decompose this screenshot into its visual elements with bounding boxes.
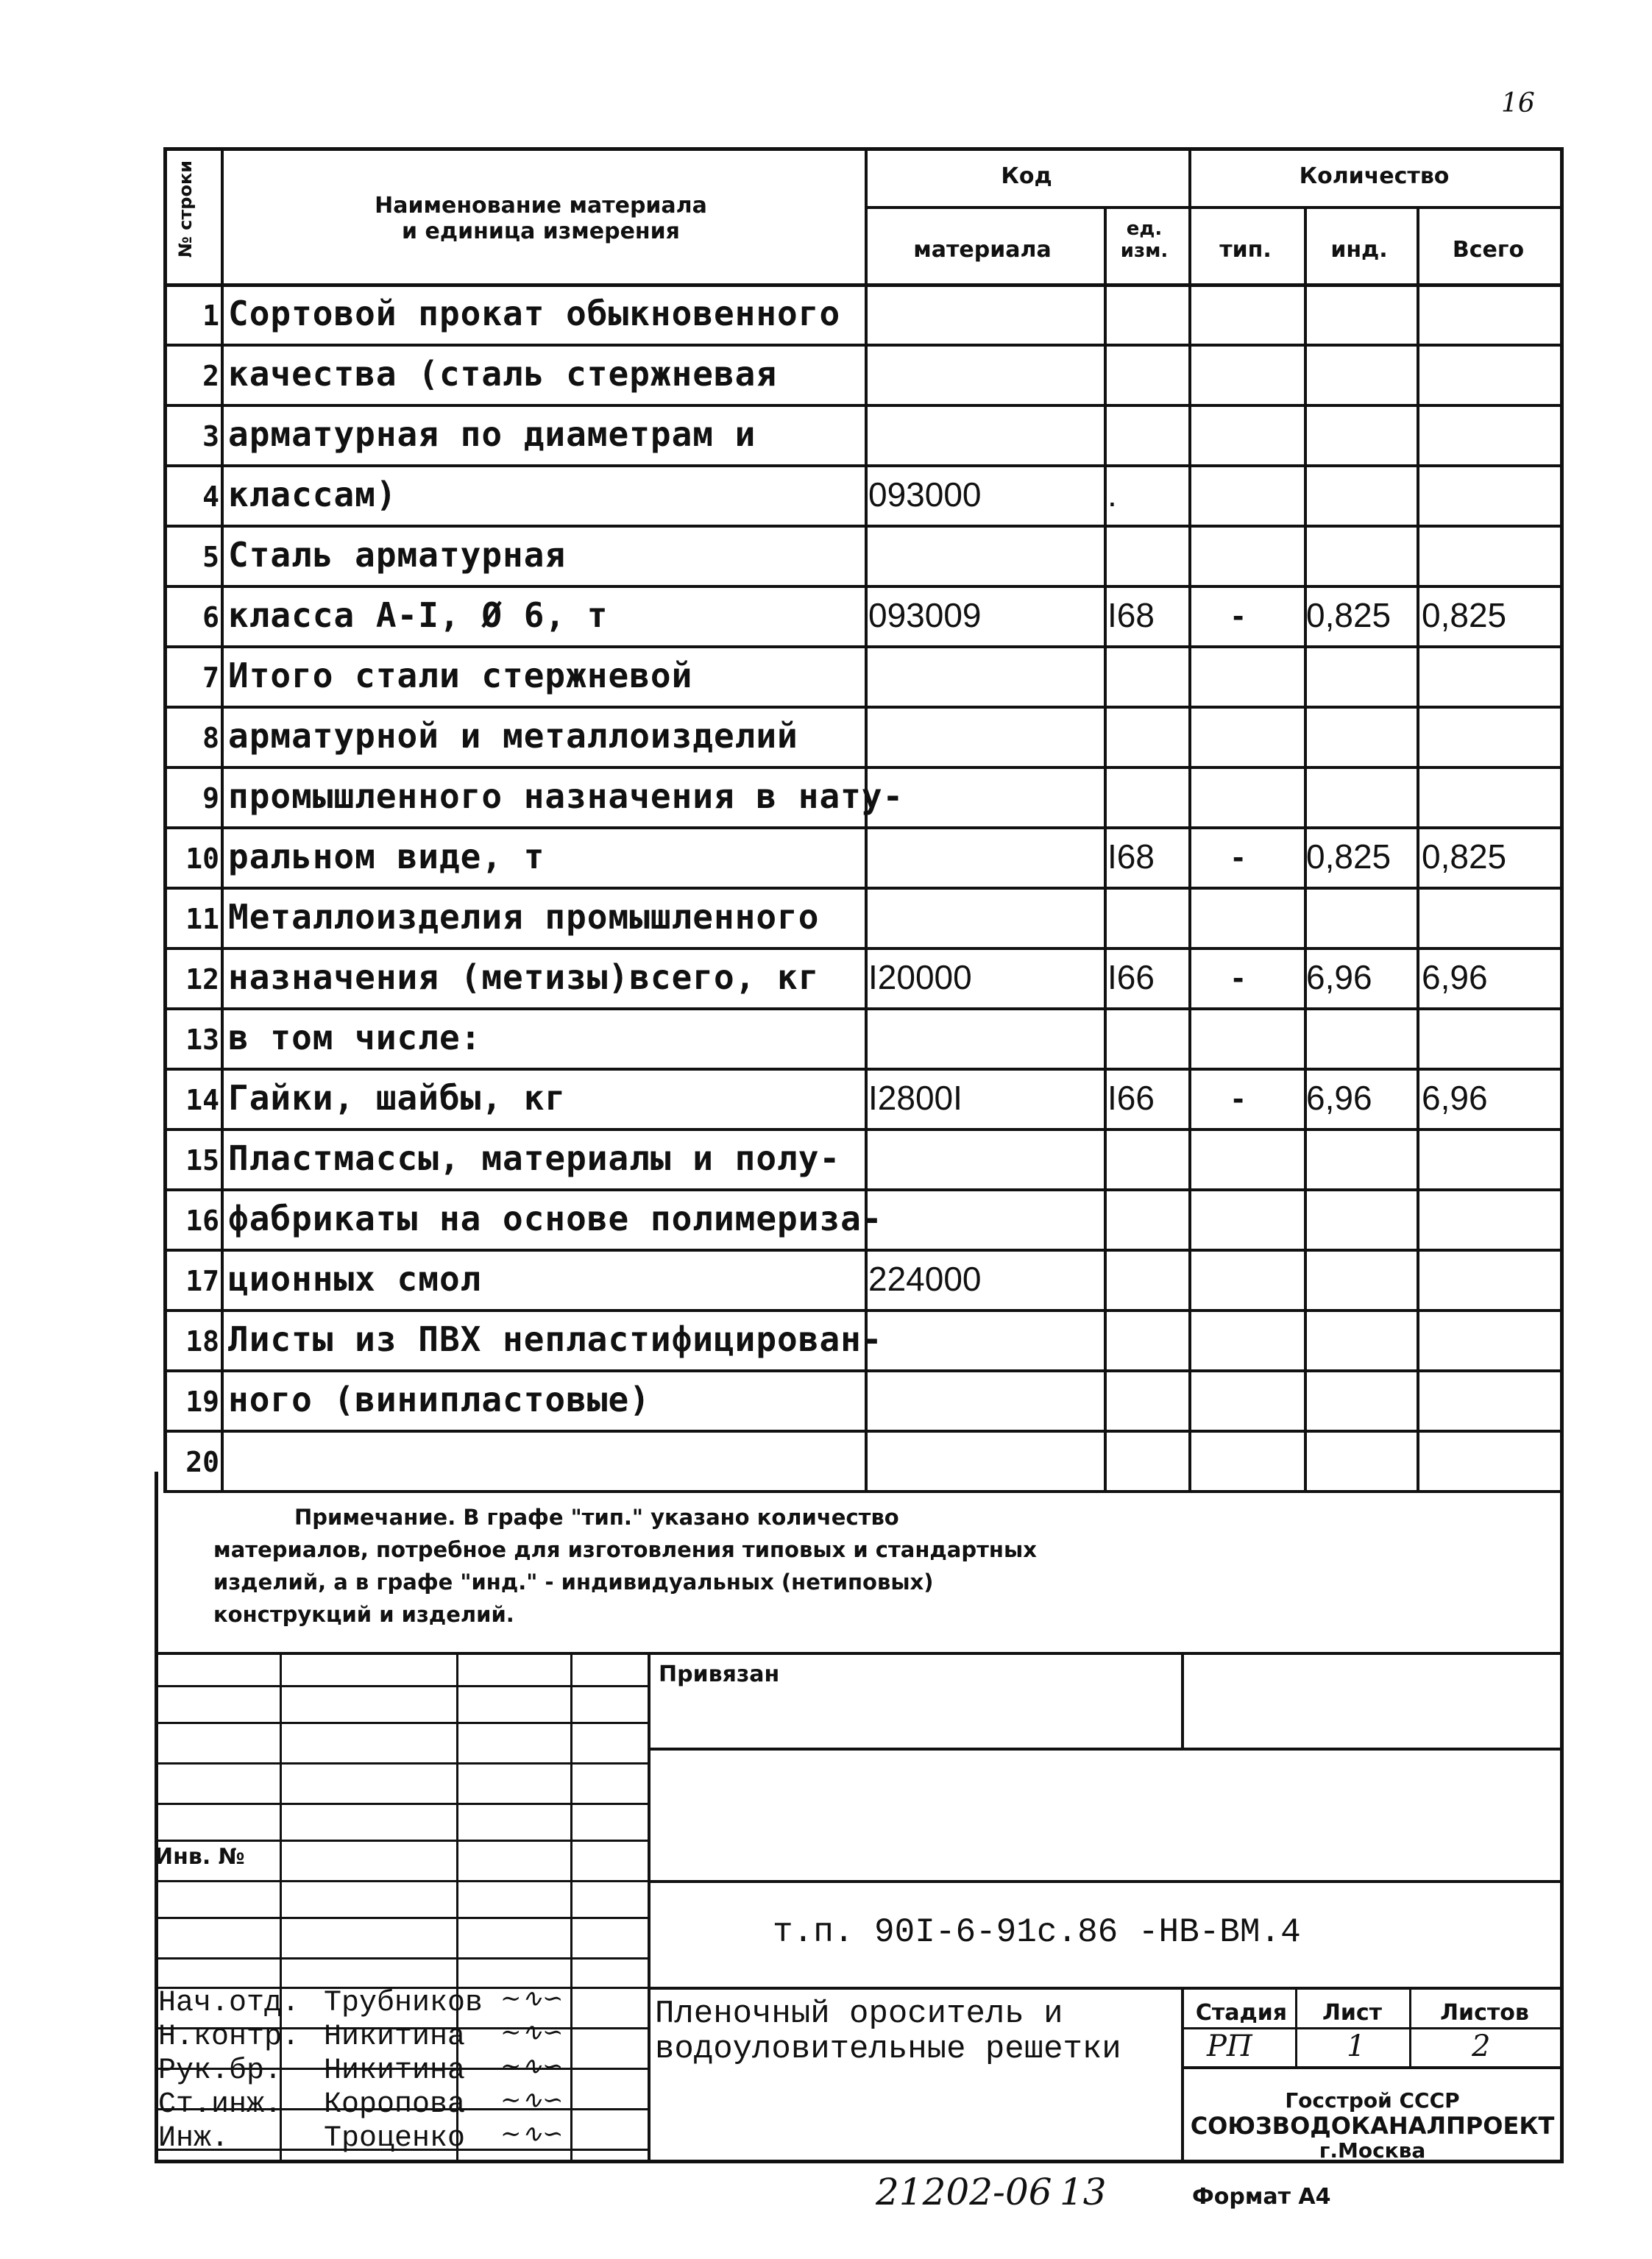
signature-mark: ∼∿∽ — [500, 2085, 564, 2115]
title-line2: водоуловительные решетки — [655, 2031, 1121, 2068]
material-code: 093000 — [868, 475, 982, 514]
unit-code: . — [1107, 475, 1117, 514]
row-number: 8 — [202, 722, 219, 754]
row-number: 14 — [185, 1084, 219, 1116]
qty-ind: 0,825 — [1306, 596, 1392, 634]
material-name: назначения (метизы)всего, кг — [228, 957, 820, 997]
material-name: качества (сталь стержневая — [228, 354, 778, 394]
unit-code: I68 — [1107, 837, 1155, 876]
row-divider — [163, 1068, 1560, 1071]
row-divider — [163, 1188, 1560, 1191]
row-divider — [163, 1369, 1560, 1372]
signature-mark: ∼∿∽ — [500, 2018, 564, 2047]
material-name: Итого стали стержневой — [228, 656, 693, 695]
qty-total: 6,96 — [1422, 1079, 1488, 1117]
row-divider — [163, 464, 1560, 467]
title-block-rule — [648, 1880, 1560, 1883]
header-code-unit: ед. изм. — [1120, 218, 1169, 262]
footer-page: 13 — [1060, 2171, 1107, 2213]
qty-total: 0,825 — [1422, 596, 1507, 634]
header-qty-typ: тип. — [1219, 237, 1272, 263]
note-text: В графе "тип." указано количество материалов, потребное для изготовления типовых и стандартных изделий, а в графе "инд." - индивидуальных (нетиповых) конструкций и изделий. — [213, 1505, 1037, 1627]
row-divider — [163, 404, 1560, 407]
unit-code: I68 — [1107, 596, 1155, 634]
row-number: 15 — [185, 1144, 219, 1177]
title-block-rule — [648, 1652, 650, 2160]
material-name: арматурной и металлоизделий — [228, 716, 798, 756]
row-number: 10 — [185, 843, 219, 875]
attached-label: Привязан — [659, 1662, 780, 1687]
sheets-label: Листов — [1440, 2000, 1529, 2026]
qty-ind: 6,96 — [1306, 958, 1372, 996]
header-bottom-border — [163, 283, 1560, 287]
sheet-label: Лист — [1322, 2000, 1383, 2026]
stage-label: Стадия — [1195, 2000, 1288, 2026]
column-divider — [1188, 147, 1191, 1492]
staff-role: Инж. — [158, 2122, 230, 2155]
table-top-border — [163, 147, 1560, 151]
material-code: 093009 — [868, 596, 982, 634]
sheets-value: 2 — [1472, 2029, 1491, 2063]
material-name: арматурная по диаметрам и — [228, 414, 756, 454]
signature-mark: ∼∿∽ — [500, 2051, 564, 2081]
header-code: Код — [1001, 163, 1052, 189]
staff-name: Никитина — [324, 2021, 466, 2054]
row-divider — [163, 525, 1560, 528]
row-divider — [163, 766, 1560, 769]
format-label: Формат А4 — [1192, 2184, 1331, 2210]
material-name: Металлоизделия промышленного — [228, 897, 820, 937]
row-number: 18 — [185, 1325, 219, 1358]
unit-code: I66 — [1107, 958, 1155, 996]
row-number: 3 — [202, 420, 219, 453]
staff-name: Трубников — [324, 1987, 483, 2020]
title-block-rule — [155, 1957, 648, 1960]
qty-typ: - — [1233, 837, 1244, 876]
row-divider — [163, 645, 1560, 648]
title-block-rule — [1181, 1652, 1184, 1748]
qty-total: 6,96 — [1422, 958, 1488, 996]
sheet-value: 1 — [1347, 2029, 1366, 2063]
title-block-rule — [648, 1987, 1560, 1990]
title-block-rule — [155, 1652, 1564, 1655]
title-block-rule — [1409, 1987, 1411, 2066]
header-qty-divider — [1188, 206, 1560, 209]
qty-ind: 0,825 — [1306, 837, 1392, 876]
material-name: ционных смол — [228, 1259, 482, 1299]
row-divider — [163, 947, 1560, 950]
row-divider — [163, 1128, 1560, 1131]
signature-mark: ∼∿∽ — [500, 1984, 564, 2013]
row-divider — [163, 585, 1560, 588]
row-number: 17 — [185, 1265, 219, 1297]
title-line1: Пленочный ороситель и — [655, 1996, 1063, 2032]
title-block-rule — [155, 1917, 648, 1919]
row-divider — [163, 1249, 1560, 1252]
row-number: 13 — [185, 1024, 219, 1056]
staff-role: Н.контр. — [158, 2021, 300, 2054]
material-name: Гайки, шайбы, кг — [228, 1078, 567, 1118]
material-name: Сталь арматурная — [228, 535, 567, 575]
header-name: Наименование материала и единица измерения — [375, 193, 707, 244]
header-qty-total: Всего — [1452, 237, 1525, 263]
material-name: ного (винипластовые) — [228, 1380, 650, 1419]
row-number: 5 — [202, 541, 219, 573]
row-divider — [163, 1490, 1560, 1493]
qty-typ: - — [1233, 1079, 1244, 1117]
unit-code: I66 — [1107, 1079, 1155, 1117]
row-number: 9 — [202, 782, 219, 815]
inv-no-label: Инв. № — [155, 1844, 245, 1870]
row-number: 4 — [202, 480, 219, 513]
row-divider — [163, 826, 1560, 829]
material-name: классам) — [228, 475, 397, 514]
row-divider — [163, 344, 1560, 347]
row-number: 6 — [202, 601, 219, 634]
signature-mark: ∼∿∽ — [500, 2119, 564, 2149]
row-number: 2 — [202, 360, 219, 392]
material-name: Сортовой прокат обыкновенного — [228, 294, 841, 333]
material-code: 224000 — [868, 1260, 982, 1298]
qty-typ: - — [1233, 958, 1244, 996]
title-block-rule — [1181, 2066, 1560, 2069]
row-number: 1 — [202, 299, 219, 332]
title-block-rule — [155, 1722, 648, 1724]
org-line3: г.Москва — [1319, 2138, 1426, 2163]
org-line1: Госстрой СССР — [1285, 2088, 1460, 2113]
title-block-rule — [570, 1652, 572, 2160]
material-name: Листы из ПВХ непластифицирован- — [228, 1319, 883, 1359]
title-block-rule — [648, 1748, 1560, 1751]
column-divider — [221, 147, 224, 1492]
header-code-divider — [865, 206, 1188, 209]
row-divider — [163, 1007, 1560, 1010]
title-block-rule — [155, 1880, 648, 1882]
row-number: 16 — [185, 1205, 219, 1237]
row-divider — [163, 706, 1560, 709]
document-code: т.п. 90I-6-91с.86 -НВ-ВМ.4 — [773, 1913, 1301, 1951]
staff-name: Никитина — [324, 2054, 466, 2088]
column-divider — [1104, 206, 1107, 1492]
qty-ind: 6,96 — [1306, 1079, 1372, 1117]
row-number: 19 — [185, 1386, 219, 1418]
header-row-no: № строки — [175, 160, 196, 258]
staff-name: Коропова — [324, 2088, 466, 2121]
staff-name: Троценко — [324, 2122, 466, 2155]
title-block-rule — [155, 1803, 648, 1805]
title-block-rule — [1295, 1987, 1297, 2066]
row-divider — [163, 1309, 1560, 1312]
qty-typ: - — [1233, 596, 1244, 634]
stage-value: РП — [1207, 2029, 1252, 2063]
title-block-rule — [155, 1762, 648, 1765]
archive-number: 21202-06 — [876, 2171, 1052, 2213]
title-block-rule — [155, 1685, 648, 1687]
column-divider — [1417, 206, 1419, 1492]
qty-total: 0,825 — [1422, 837, 1507, 876]
column-divider — [865, 147, 868, 1492]
material-name: ральном виде, т — [228, 837, 545, 876]
note — [213, 1501, 1052, 1631]
title-block-rule — [155, 1840, 648, 1842]
material-code: I20000 — [868, 958, 972, 996]
header-code-material: материала — [913, 237, 1052, 263]
row-number: 20 — [185, 1446, 219, 1478]
header-quantity: Количество — [1299, 163, 1450, 189]
material-name: Пластмассы, материалы и полу- — [228, 1138, 841, 1178]
row-number: 12 — [185, 963, 219, 996]
title-block-rule — [1181, 1987, 1184, 2160]
column-divider — [1560, 147, 1564, 1492]
title-block-right-border — [1560, 1490, 1564, 2160]
row-number: 11 — [185, 903, 219, 935]
org-line2: СОЮЗВОДОКАНАЛПРОЕКТ — [1190, 2112, 1555, 2140]
material-name: фабрикаты на основе полимериза- — [228, 1199, 883, 1238]
material-name: промышленного назначения в нату- — [228, 776, 904, 816]
row-divider — [163, 887, 1560, 890]
header-qty-ind: инд. — [1330, 237, 1388, 263]
material-name: класса А-I, Ø 6, т — [228, 595, 609, 635]
staff-role: Рук.бр. — [158, 2054, 283, 2088]
row-number: 7 — [202, 662, 219, 694]
row-divider — [163, 1430, 1560, 1433]
staff-role: Нач.отд. — [158, 1987, 300, 2020]
page-mark: 16 — [1501, 88, 1535, 118]
material-name: в том числе: — [228, 1018, 482, 1057]
staff-role: Ст.инж. — [158, 2088, 283, 2121]
note-label: Примечание. — [294, 1505, 456, 1530]
material-code: I2800I — [868, 1079, 963, 1117]
